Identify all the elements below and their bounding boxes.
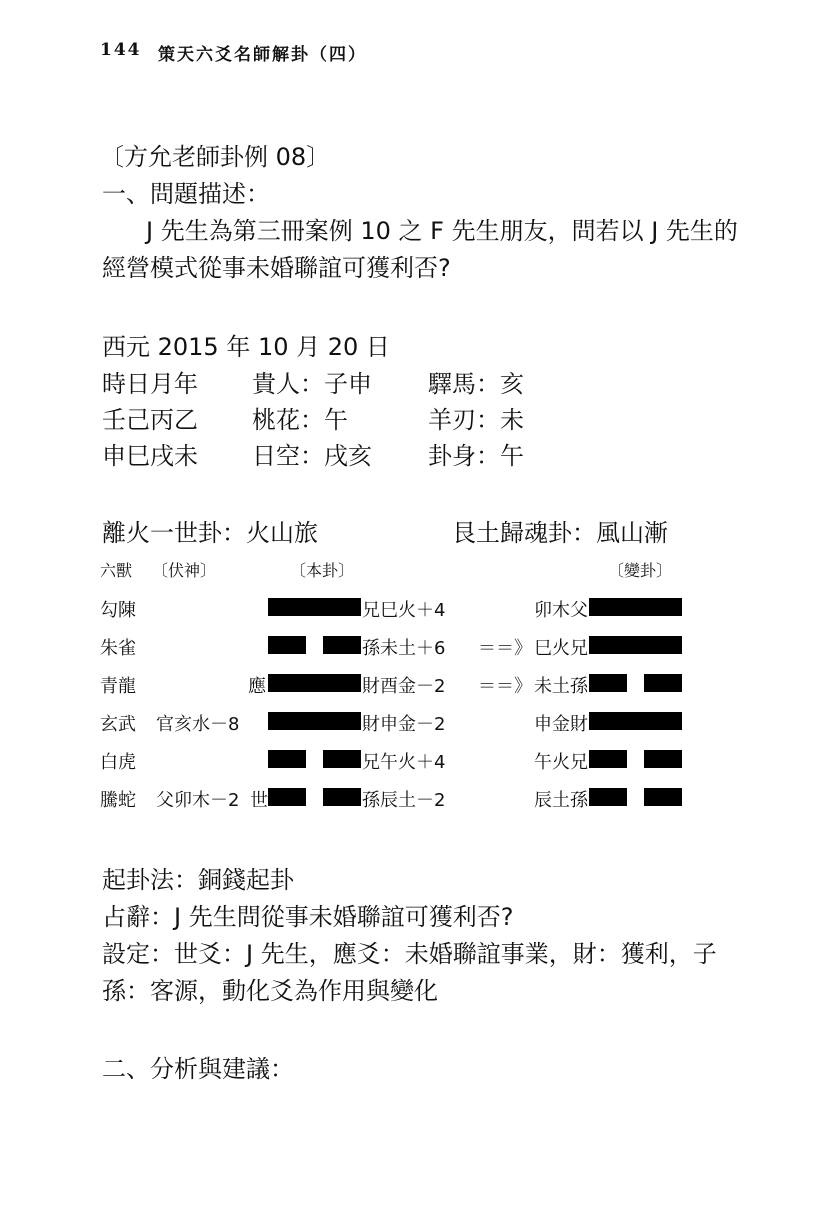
ben-yao-yang bbox=[268, 674, 361, 692]
column-header-bengua: 〔本卦〕 bbox=[290, 561, 355, 580]
tao-hua: 桃花：午 bbox=[252, 406, 348, 434]
beast-label: 勾陳 bbox=[100, 600, 136, 621]
beast-label: 青龍 bbox=[100, 676, 136, 697]
beast-label: 騰蛇 bbox=[100, 790, 136, 811]
ben-yao-yin-right bbox=[323, 788, 361, 806]
page-number: 144 bbox=[100, 40, 142, 60]
analysis-heading: 二、分析與建議： bbox=[102, 1055, 294, 1083]
ben-yao-yang bbox=[268, 712, 361, 730]
ben-yao-label: 兄巳火＋4 bbox=[362, 600, 446, 621]
ben-yao-label: 兄午火＋4 bbox=[362, 752, 446, 773]
bian-yao-yin-left bbox=[589, 674, 627, 692]
bian-yao-yin-right bbox=[644, 788, 682, 806]
bian-yao-label: 申金財 bbox=[534, 714, 588, 735]
bian-yao-label: 辰土孫 bbox=[534, 790, 588, 811]
ben-yao-yin-left bbox=[268, 636, 306, 654]
column-header-beasts: 六獸 bbox=[100, 561, 133, 580]
ben-yao-yang bbox=[268, 598, 361, 616]
gui-ren: 貴人：子申 bbox=[252, 370, 372, 398]
bian-yao-yin-left bbox=[589, 750, 627, 768]
ben-yao-label: 財酉金－2 bbox=[362, 676, 446, 697]
fushen-label: 父卯木－2 bbox=[156, 790, 240, 811]
column-header-biangua: 〔變卦〕 bbox=[608, 561, 673, 580]
column-header-fushen: 〔伏神〕 bbox=[152, 561, 217, 580]
gua-shen: 卦身：午 bbox=[428, 442, 524, 470]
bian-yao-label: 午火兄 bbox=[534, 752, 588, 773]
section-title: 〔方允老師卦例 08〕 bbox=[100, 143, 331, 171]
ben-yao-yin-left bbox=[268, 788, 306, 806]
bian-yao-label: 卯木父 bbox=[534, 600, 588, 621]
question-text-line-1: J 先生為第三冊案例 10 之 F 先生朋友，問若以 J 先生的 bbox=[146, 217, 738, 245]
pillar-header: 時日月年 bbox=[102, 370, 198, 398]
bian-yao-label: 巳火兄 bbox=[534, 638, 588, 659]
ben-yao-yin-left bbox=[268, 750, 306, 768]
changed-gua-name: 艮土歸魂卦：風山漸 bbox=[452, 519, 668, 547]
bian-yao-label: 未土孫 bbox=[534, 676, 588, 697]
bian-yao-yin-right bbox=[644, 750, 682, 768]
fushen-label: 官亥水－8 bbox=[156, 714, 240, 735]
divination-date: 西元 2015 年 10 月 20 日 bbox=[102, 333, 390, 361]
settings-line-1: 設定：世爻：J 先生，應爻：未婚聯誼事業，財：獲利，子 bbox=[102, 940, 717, 968]
bian-yao-yang bbox=[589, 636, 682, 654]
bian-yao-yang bbox=[589, 712, 682, 730]
shi-ying-mark: 世 bbox=[250, 790, 268, 811]
beast-label: 白虎 bbox=[100, 752, 136, 773]
running-header-title: 策天六爻名師解卦（四） bbox=[158, 45, 367, 65]
main-gua-name: 離火一世卦：火山旅 bbox=[102, 519, 318, 547]
ri-kong: 日空：戌亥 bbox=[252, 442, 372, 470]
bian-yao-yin-left bbox=[589, 788, 627, 806]
bian-yao-yin-right bbox=[644, 674, 682, 692]
ben-yao-label: 孫未土＋6 bbox=[362, 638, 446, 659]
casting-method: 起卦法：銅錢起卦 bbox=[102, 866, 294, 894]
yi-ma: 驛馬：亥 bbox=[428, 370, 524, 398]
earthly-branches: 申巳戌未 bbox=[102, 442, 198, 470]
ben-yao-yin-right bbox=[323, 750, 361, 768]
ben-yao-label: 孫辰土－2 bbox=[362, 790, 446, 811]
ben-yao-label: 財申金－2 bbox=[362, 714, 446, 735]
moving-arrow: ＝＝》 bbox=[478, 676, 532, 697]
divination-question: 占辭：J 先生問從事未婚聯誼可獲利否? bbox=[102, 903, 514, 931]
beast-label: 朱雀 bbox=[100, 638, 136, 659]
question-heading: 一、問題描述： bbox=[102, 180, 270, 208]
question-text-line-2: 經營模式從事未婚聯誼可獲利否? bbox=[102, 254, 451, 282]
ben-yao-yin-right bbox=[323, 636, 361, 654]
settings-line-2: 孫：客源，動化爻為作用與變化 bbox=[102, 977, 438, 1005]
moving-arrow: ＝＝》 bbox=[478, 638, 532, 659]
beast-label: 玄武 bbox=[100, 714, 136, 735]
heavenly-stems: 壬己丙乙 bbox=[102, 406, 198, 434]
shi-ying-mark: 應 bbox=[248, 676, 266, 697]
bian-yao-yang bbox=[589, 598, 682, 616]
yang-ren: 羊刃：未 bbox=[428, 406, 524, 434]
